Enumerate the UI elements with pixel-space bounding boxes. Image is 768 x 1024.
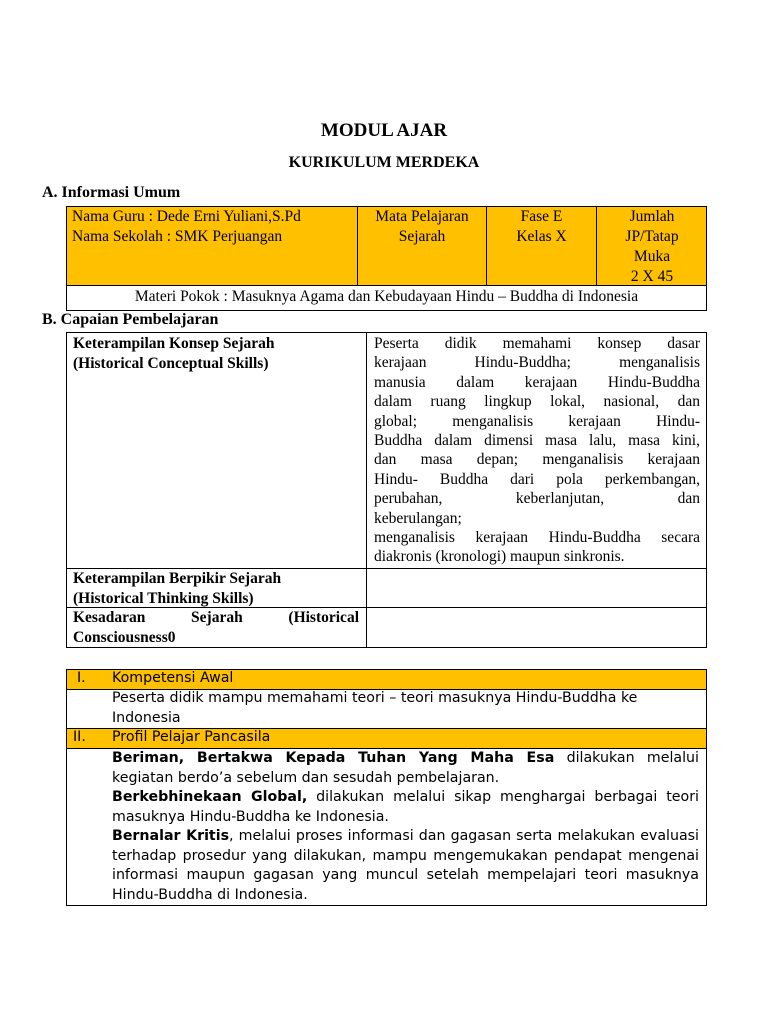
profil-item-bernalar (112, 827, 699, 847)
profil-item-beriman-text: dilakukan melalui (554, 750, 699, 766)
profil-title: Profil Pelajar Pancasila (112, 729, 271, 745)
capaian-line: dalam ruang lingkup lokal, nasional, dan (374, 393, 700, 411)
jumlah-line-3: Muka (633, 248, 671, 265)
konsep-sejarah-label (73, 334, 363, 374)
module-subtitle: KURIKULUM MERDEKA (288, 154, 480, 171)
fase: Fase E (520, 208, 563, 225)
capaian-line: menganalisis kerajaan Hindu-Buddha secara (374, 529, 700, 547)
fase-cell (487, 207, 596, 247)
profil-item-berkebhinekaan-line2: masuknya Hindu-Buddha ke Indonesia. (112, 808, 389, 825)
konsep-label-line-1: Keterampilan Konsep Sejarah (73, 335, 275, 352)
capaian-line: kerajaan Hindu-Buddha; menganalisis (374, 354, 700, 372)
capaian-line: manusia dalam kerajaan Hindu-Buddha (374, 373, 700, 391)
berpikir-label-line-1: Keterampilan Berpikir Sejarah (73, 570, 282, 587)
jumlah-line-2: JP/Tatap (625, 228, 679, 245)
profil-item-beriman (112, 749, 699, 769)
capaian-line: global; menganalisis kerajaan Hindu- (374, 412, 700, 430)
capaian-line: diakronis (kronologi) maupun sinkronis. (374, 548, 625, 566)
section-a-heading: A. Informasi Umum (42, 184, 181, 201)
jumlah-line-4: 2 X 45 (630, 268, 674, 285)
section-b-heading: B. Capaian Pembelajaran (42, 311, 219, 328)
capaian-line: perubahan, keberlanjutan, dan (374, 490, 700, 508)
jumlah-line-1: Jumlah (629, 208, 675, 225)
kompetensi-num: I. (77, 670, 86, 686)
capaian-line: Hindu- Buddha dari pola perkembangan, (374, 470, 700, 488)
materi-pokok: Materi Pokok : Masuknya Agama dan Kebudayaan Hindu – Buddha di Indonesia (134, 288, 639, 305)
profil-num: II. (73, 729, 86, 745)
capaian-line: Peserta didik memahami konsep dasar (374, 335, 700, 352)
kesadaran-sejarah-label (73, 608, 359, 648)
profil-item-berkebhinekaan-title: Berkebhinekaan Global, (112, 789, 308, 805)
kompetensi-line-1: Peserta didik mampu memahami teori – teori masuknya Hindu-Buddha ke (112, 690, 638, 706)
profil-item-beriman-title: Beriman, Bertakwa Kepada Tuhan Yang Maha Esa (112, 750, 555, 766)
kesadaran-label-line-1: Kesadaran Sejarah (Historical (73, 609, 359, 626)
profil-item-berkebhinekaan (112, 788, 699, 808)
mapel-value: Sejarah (398, 228, 446, 245)
mapel-label: Mata Pelajaran (375, 208, 469, 225)
kelas: Kelas X (516, 228, 567, 245)
profil-item-bernalar-line3: informasi maupun gagasan yang muncul setelah mempelajari teori masuknya (112, 867, 699, 883)
profil-item-bernalar-text: , melalui proses informasi dan gagasan serta melakukan evaluasi (229, 828, 699, 844)
kompetensi-title: Kompetensi Awal (112, 670, 234, 686)
konsep-sejarah-text (374, 334, 700, 567)
kesadaran-label-line-2: Consciousness0 (73, 629, 176, 646)
profil-item-berkebhinekaan-text: dilakukan melalui sikap menghargai berbagai teori (307, 789, 699, 805)
profil-item-beriman-line2: kegiatan berdo’a sebelum dan sesudah pembelajaran. (112, 769, 500, 786)
kompetensi-text (112, 689, 702, 728)
profil-item-bernalar-title: Bernalar Kritis (112, 828, 230, 844)
nama-sekolah: Nama Sekolah : SMK Perjuangan (72, 228, 283, 245)
profil-item-bernalar-line2: terhadap prosedur yang dilakukan, mampu mengemukakan pendapat mengenai (112, 847, 699, 864)
berpikir-label-line-2: (Historical Thinking Skills) (73, 590, 254, 607)
profil-item-bernalar-line4: Hindu-Buddha di Indonesia. (112, 886, 308, 903)
konsep-label-line-2: (Historical Conceptual Skills) (73, 355, 269, 372)
capaian-line: keberulangan; (374, 509, 462, 527)
nama-guru-cell (72, 207, 355, 247)
nama-guru: Nama Guru : Dede Erni Yuliani,S.Pd (72, 208, 301, 225)
profil-text (112, 749, 699, 905)
jumlah-jp-cell (597, 207, 707, 287)
module-title: MODUL AJAR (320, 120, 448, 141)
capaian-line: Buddha dalam dimensi masa lalu, masa kini, (374, 432, 700, 450)
berpikir-sejarah-label (73, 569, 363, 609)
capaian-line: dan masa depan; menganalisis kerajaan (374, 451, 700, 469)
mapel-cell (358, 207, 486, 247)
kompetensi-line-2: Indonesia (112, 709, 181, 726)
